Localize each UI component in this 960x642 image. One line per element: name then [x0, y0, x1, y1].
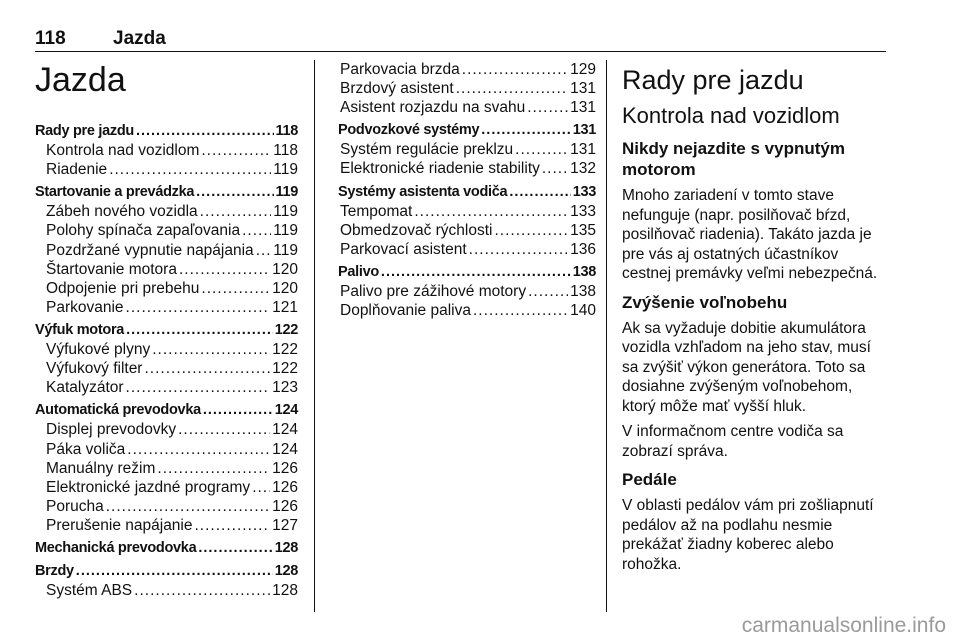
toc-entry-page: 126	[272, 478, 298, 496]
toc-entry-label: Pozdržané vypnutie napájania	[46, 241, 254, 259]
toc-entry-label: Palivo	[338, 263, 379, 280]
toc-subentry[interactable]	[338, 221, 596, 240]
toc-leader-dots	[542, 159, 568, 178]
toc-subentry[interactable]	[35, 298, 298, 317]
toc-entry-page: 119	[275, 184, 298, 201]
toc-entry-label: Startovanie a prevádzka	[35, 184, 195, 201]
toc-leader-dots	[200, 202, 272, 221]
toc-entry-page: 128	[272, 582, 298, 600]
toc-subentry[interactable]	[35, 221, 298, 240]
toc-entry-page: 119	[273, 203, 298, 221]
toc-entry-label: Výfukové plyny	[46, 341, 151, 359]
toc-entry-label: Brzdový asistent	[340, 80, 454, 98]
toc-leader-dots	[178, 420, 270, 439]
paragraph-pedals: V oblasti pedálov vám pri zošliapnutí pedálov až na podlahu nesmie prekážať žiadny koberec alebo rohožka.	[622, 497, 874, 573]
toc-leader-dots	[144, 359, 270, 378]
section-heading: Rady pre jazdu	[622, 65, 804, 95]
toc-leader-dots	[127, 440, 270, 459]
toc-entry-label: Zábeh nového vozidla	[46, 203, 198, 221]
toc-subentry[interactable]	[35, 478, 298, 497]
toc-entry-page: 131	[572, 122, 596, 139]
toc-entry-page: 122	[272, 341, 298, 359]
toc-entry-page: 124	[272, 421, 298, 439]
toc-entry-page: 128	[274, 563, 298, 580]
toc-entry-label: Parkovací asistent	[340, 240, 467, 258]
toc-subentry[interactable]	[35, 359, 298, 378]
toc-entry-label: Asistent rozjazdu na svahu	[340, 99, 526, 117]
toc-entry-page: 120	[272, 279, 298, 297]
toc-entry-page: 131	[570, 141, 596, 159]
toc-leader-dots	[527, 98, 568, 117]
column-divider-2	[606, 60, 607, 612]
toc-leader-dots	[76, 562, 273, 581]
running-title: Jazda	[113, 28, 166, 49]
toc-entry-page: 120	[272, 260, 298, 278]
toc-entry-label: Prerušenie napájanie	[46, 516, 193, 534]
page-header	[35, 28, 885, 52]
toc-entry-page: 119	[273, 222, 298, 240]
toc-leader-dots	[126, 378, 271, 397]
toc-leader-dots	[136, 122, 274, 141]
toc-leader-dots	[462, 60, 568, 79]
toc-entry-label: Podvozkové systémy	[338, 122, 480, 139]
toc-entry-label: Parkovanie	[46, 298, 124, 316]
toc-leader-dots	[381, 263, 571, 282]
toc-entry-page: 123	[272, 379, 298, 397]
toc-entry-label: Systémy asistenta vodiča	[338, 183, 508, 200]
toc-entry-page: 124	[274, 402, 298, 419]
toc-subentry[interactable]	[35, 141, 298, 160]
toc-subentry[interactable]	[35, 340, 298, 359]
toc-entry-page: 121	[272, 298, 298, 316]
toc-section-entry[interactable]	[35, 321, 298, 340]
toc-section-entry[interactable]	[35, 122, 298, 141]
toc-entry-page: 136	[570, 240, 596, 258]
toc-entry-label: Systém ABS	[46, 582, 133, 600]
toc-entry-label: Manuálny režim	[46, 459, 156, 477]
toc-leader-dots	[473, 301, 568, 320]
toc-subentry[interactable]	[35, 459, 298, 478]
toc-entry-label: Tempomat	[340, 202, 413, 220]
toc-entry-label: Doplňovanie paliva	[340, 302, 471, 320]
toc-subentry[interactable]	[35, 260, 298, 279]
toc-leader-dots	[203, 401, 273, 420]
toc-leader-dots	[252, 478, 270, 497]
chapter-title: Jazda	[35, 61, 126, 99]
toc-section-entry[interactable]	[35, 401, 298, 420]
toc-entry-label: Odpojenie pri prebehu	[46, 279, 200, 297]
toc-subentry[interactable]	[35, 378, 298, 397]
toc-leader-dots	[179, 260, 270, 279]
toc-leader-dots	[126, 321, 273, 340]
toc-entry-page: 118	[273, 142, 298, 160]
header-rule	[35, 51, 886, 52]
toc-entry-label: Páka voliča	[46, 440, 126, 458]
toc-section-entry[interactable]	[35, 539, 298, 558]
paragraph-engine-off: Mnoho zariadení v tomto stave nefunguje (napr. posilňovač bŕzd, posilňovač riadenia). Takáto jazda je pre vás aj ostatných účastníkov cestnej premávky veľmi nebezpečná.	[622, 187, 878, 282]
toc-leader-dots	[528, 282, 568, 301]
watermark: carmanualsonline.info	[741, 614, 946, 637]
toc-subentry[interactable]	[35, 202, 298, 221]
toc-leader-dots	[481, 121, 570, 140]
toc-entry-label: Výfukový filter	[46, 360, 143, 378]
toc-entry-label: Obmedzovač rýchlosti	[340, 221, 493, 239]
toc-section-entry[interactable]	[35, 183, 298, 202]
toc-leader-dots	[106, 497, 270, 516]
toc-leader-dots	[152, 340, 270, 359]
toc-entry-page: 126	[272, 497, 298, 515]
toc-entry-label: Elektronické riadenie stability	[340, 160, 540, 178]
toc-list-left	[35, 122, 298, 600]
page-number: 118	[35, 28, 66, 49]
toc-entry-label: Elektronické jazdné programy	[46, 478, 251, 496]
toc-entry-page: 128	[274, 539, 298, 556]
toc-subentry[interactable]	[338, 240, 596, 259]
toc-entry-page: 122	[274, 321, 298, 338]
toc-entry-page: 132	[570, 160, 596, 178]
toc-entry-page: 138	[570, 283, 596, 301]
toc-leader-dots	[469, 240, 568, 259]
toc-leader-dots	[195, 516, 271, 535]
toc-leader-dots	[201, 141, 271, 160]
toc-entry-page: 138	[572, 263, 596, 280]
toc-entry-page: 127	[272, 516, 298, 534]
toc-subentry[interactable]	[35, 279, 298, 298]
toc-entry-page: 126	[272, 459, 298, 477]
toc-entry-label: Brzdy	[35, 563, 74, 580]
topic-heading-idle: Zvýšenie voľnobehu	[622, 292, 788, 312]
toc-entry-page: 133	[570, 202, 596, 220]
toc-entry-page: 129	[570, 61, 596, 78]
toc-leader-dots	[494, 221, 568, 240]
toc-section-entry[interactable]	[338, 263, 596, 282]
toc-subentry[interactable]	[338, 159, 596, 178]
toc-section-entry[interactable]	[35, 562, 298, 581]
toc-entry-label: Riadenie	[46, 161, 108, 179]
toc-entry-page: 122	[272, 360, 298, 378]
toc-subentry[interactable]	[338, 79, 596, 98]
toc-section-entry[interactable]	[338, 183, 596, 202]
toc-entry-label: Mechanická prevodovka	[35, 539, 197, 556]
toc-subentry[interactable]	[35, 581, 298, 600]
toc-entry-label: Palivo pre zážihové motory	[340, 283, 527, 301]
toc-leader-dots	[256, 241, 272, 260]
toc-section-entry[interactable]	[338, 121, 596, 140]
toc-leader-dots	[456, 79, 568, 98]
toc-subentry[interactable]	[338, 202, 596, 221]
toc-subentry[interactable]	[338, 140, 596, 159]
toc-subentry[interactable]	[35, 497, 298, 516]
toc-entry-label: Porucha	[46, 497, 104, 515]
toc-entry-page: 140	[570, 302, 596, 320]
toc-leader-dots	[515, 140, 568, 159]
toc-subentry[interactable]	[35, 160, 298, 179]
toc-entry-label: Parkovacia brzda	[340, 61, 460, 78]
content-column	[622, 60, 888, 580]
toc-entry-label: Polohy spínača zapaľovania	[46, 222, 241, 240]
toc-entry-label: Displej prevodovky	[46, 421, 177, 439]
toc-entry-label: Automatická prevodovka	[35, 402, 201, 419]
toc-entry-label: Výfuk motora	[35, 321, 125, 338]
toc-subentry[interactable]	[35, 516, 298, 535]
toc-entry-page: 133	[572, 183, 596, 200]
toc-entry-page: 119	[273, 241, 298, 259]
toc-entry-page: 119	[273, 161, 298, 179]
toc-leader-dots	[134, 581, 270, 600]
toc-leader-dots	[242, 221, 271, 240]
toc-subentry[interactable]	[338, 60, 596, 79]
toc-column-right	[338, 60, 596, 320]
toc-leader-dots	[126, 298, 271, 317]
toc-subentry[interactable]	[338, 98, 596, 117]
toc-entry-page: 131	[570, 80, 596, 98]
toc-leader-dots	[201, 279, 270, 298]
column-divider-1	[314, 60, 315, 612]
toc-entry-label: Kontrola nad vozidlom	[46, 142, 200, 160]
toc-column-left	[35, 60, 298, 600]
toc-leader-dots	[157, 459, 270, 478]
toc-leader-dots	[198, 539, 272, 558]
toc-subentry[interactable]	[35, 440, 298, 459]
toc-subentry[interactable]	[35, 241, 298, 260]
toc-entry-label: Katalyzátor	[46, 379, 124, 397]
toc-leader-dots	[509, 183, 570, 202]
toc-entry-page: 124	[272, 440, 298, 458]
toc-leader-dots	[196, 183, 273, 202]
paragraph-idle-message: V informačnom centre vodiča sa zobrazí správa.	[622, 423, 844, 460]
topic-heading-pedals: Pedále	[622, 470, 677, 489]
toc-leader-dots	[414, 202, 568, 221]
toc-entry-label: Systém regulácie preklzu	[340, 141, 514, 159]
toc-subentry[interactable]	[35, 420, 298, 439]
toc-subentry[interactable]	[338, 282, 596, 301]
toc-entry-page: 118	[275, 123, 298, 139]
toc-leader-dots	[109, 160, 271, 179]
paragraph-idle: Ak sa vyžaduje dobitie akumulátora vozidla vzhľadom na jeho stav, musí sa zvýšiť výkon generátora. Toto sa dosiahne zvýšeným voľnobehom, ktorý môže mať vyšší hluk.	[622, 319, 871, 415]
toc-entry-label: Rady pre jazdu	[35, 123, 134, 139]
toc-entry-page: 135	[570, 221, 596, 239]
topic-heading-engine-off: Nikdy nejazdite s vypnutým motorom	[622, 139, 845, 179]
toc-list-right	[338, 60, 596, 320]
toc-entry-label: Štartovanie motora	[46, 260, 177, 278]
subsection-heading: Kontrola nad vozidlom	[622, 103, 840, 128]
toc-subentry[interactable]	[338, 301, 596, 320]
toc-entry-page: 131	[570, 99, 596, 117]
